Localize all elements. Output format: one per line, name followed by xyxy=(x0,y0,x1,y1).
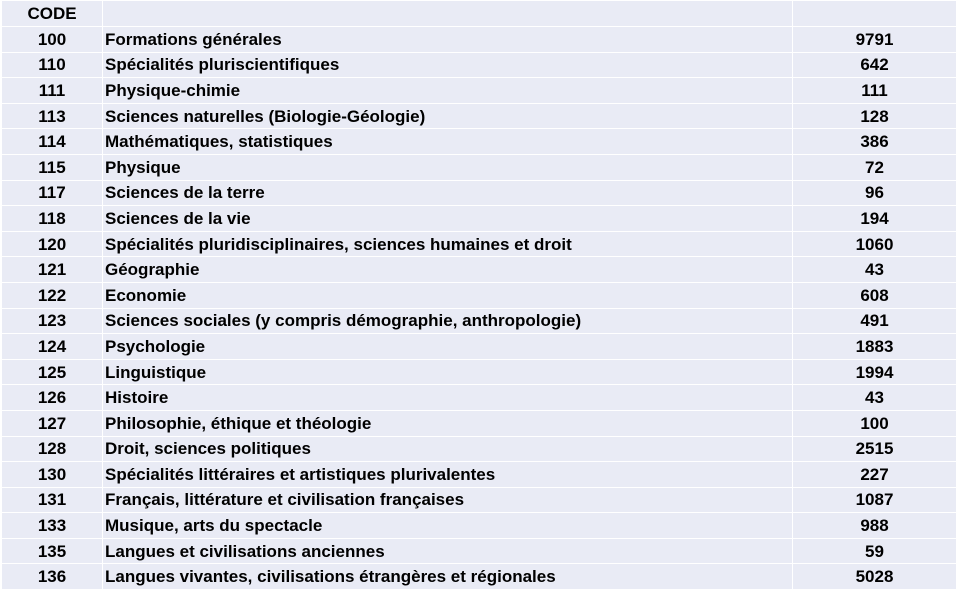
row-label: Droit, sciences politiques xyxy=(103,436,793,462)
row-label: Economie xyxy=(103,282,793,308)
row-code: 125 xyxy=(2,359,103,385)
table-row xyxy=(2,180,957,206)
row-code: 127 xyxy=(2,410,103,436)
table-row xyxy=(2,513,957,539)
row-value: 111 xyxy=(793,78,957,104)
row-code: 126 xyxy=(2,385,103,411)
row-label: Spécialités pluridisciplinaires, sciences humaines et droit xyxy=(103,231,793,257)
row-code: 117 xyxy=(2,180,103,206)
row-code: 122 xyxy=(2,282,103,308)
row-value: 43 xyxy=(793,385,957,411)
table-row xyxy=(2,308,957,334)
code-table xyxy=(1,0,957,590)
row-value: 386 xyxy=(793,129,957,155)
row-code: 121 xyxy=(2,257,103,283)
table-row xyxy=(2,78,957,104)
table-row xyxy=(2,334,957,360)
row-value: 59 xyxy=(793,538,957,564)
row-value: 642 xyxy=(793,52,957,78)
row-value: 1087 xyxy=(793,487,957,513)
row-code: 130 xyxy=(2,462,103,488)
table-row xyxy=(2,385,957,411)
table-row xyxy=(2,206,957,232)
row-code: 114 xyxy=(2,129,103,155)
row-code: 110 xyxy=(2,52,103,78)
table-row xyxy=(2,52,957,78)
row-label: Sciences de la terre xyxy=(103,180,793,206)
row-code: 118 xyxy=(2,206,103,232)
row-value: 491 xyxy=(793,308,957,334)
header-code: CODE xyxy=(2,1,103,27)
row-label: Psychologie xyxy=(103,334,793,360)
row-value: 72 xyxy=(793,154,957,180)
table-row xyxy=(2,282,957,308)
header-label xyxy=(103,1,793,27)
row-value: 43 xyxy=(793,257,957,283)
row-value: 1060 xyxy=(793,231,957,257)
row-value: 2515 xyxy=(793,436,957,462)
row-label: Sciences de la vie xyxy=(103,206,793,232)
row-code: 131 xyxy=(2,487,103,513)
row-code: 124 xyxy=(2,334,103,360)
table-row xyxy=(2,538,957,564)
row-label: Physique-chimie xyxy=(103,78,793,104)
table-row xyxy=(2,359,957,385)
table-row xyxy=(2,154,957,180)
row-label: Langues vivantes, civilisations étrangères et régionales xyxy=(103,564,793,590)
row-code: 123 xyxy=(2,308,103,334)
table-header-row xyxy=(2,1,957,27)
table-row xyxy=(2,564,957,590)
row-label: Sciences naturelles (Biologie-Géologie) xyxy=(103,103,793,129)
row-label: Français, littérature et civilisation françaises xyxy=(103,487,793,513)
row-value: 100 xyxy=(793,410,957,436)
row-code: 111 xyxy=(2,78,103,104)
table-row xyxy=(2,257,957,283)
row-code: 115 xyxy=(2,154,103,180)
row-value: 1883 xyxy=(793,334,957,360)
row-code: 128 xyxy=(2,436,103,462)
table-row xyxy=(2,410,957,436)
row-label: Musique, arts du spectacle xyxy=(103,513,793,539)
row-label: Spécialités pluriscientifiques xyxy=(103,52,793,78)
row-code: 113 xyxy=(2,103,103,129)
table-row xyxy=(2,487,957,513)
row-code: 133 xyxy=(2,513,103,539)
row-label: Linguistique xyxy=(103,359,793,385)
table-row xyxy=(2,103,957,129)
table-row xyxy=(2,231,957,257)
row-value: 128 xyxy=(793,103,957,129)
row-code: 120 xyxy=(2,231,103,257)
row-label: Langues et civilisations anciennes xyxy=(103,538,793,564)
header-value xyxy=(793,1,957,27)
row-value: 1994 xyxy=(793,359,957,385)
table-row xyxy=(2,462,957,488)
row-label: Histoire xyxy=(103,385,793,411)
row-label: Spécialités littéraires et artistiques plurivalentes xyxy=(103,462,793,488)
table-row xyxy=(2,436,957,462)
row-code: 135 xyxy=(2,538,103,564)
table-row xyxy=(2,27,957,53)
row-value: 194 xyxy=(793,206,957,232)
row-code: 100 xyxy=(2,27,103,53)
row-label: Sciences sociales (y compris démographie, anthropologie) xyxy=(103,308,793,334)
row-code: 136 xyxy=(2,564,103,590)
row-value: 9791 xyxy=(793,27,957,53)
row-label: Physique xyxy=(103,154,793,180)
row-value: 227 xyxy=(793,462,957,488)
row-value: 5028 xyxy=(793,564,957,590)
row-label: Géographie xyxy=(103,257,793,283)
row-label: Mathématiques, statistiques xyxy=(103,129,793,155)
table-row xyxy=(2,129,957,155)
row-label: Philosophie, éthique et théologie xyxy=(103,410,793,436)
row-value: 988 xyxy=(793,513,957,539)
row-value: 96 xyxy=(793,180,957,206)
row-value: 608 xyxy=(793,282,957,308)
row-label: Formations générales xyxy=(103,27,793,53)
table-body xyxy=(2,27,957,590)
